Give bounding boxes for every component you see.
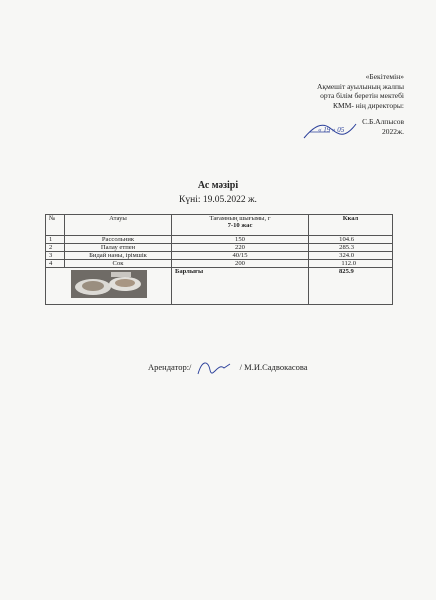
table-row	[46, 260, 393, 268]
row-no: 1	[46, 236, 65, 244]
row-kcal: 104.6	[309, 236, 393, 244]
tenant-signature-line	[148, 358, 308, 378]
row-name: Рассольник	[65, 236, 172, 244]
row-no: 3	[46, 252, 65, 260]
tenant-signature-image	[194, 358, 238, 378]
row-portion: 200	[172, 260, 309, 268]
row-kcal: 112.0	[309, 260, 393, 268]
table-row	[46, 252, 393, 260]
menu-table	[45, 214, 393, 305]
header-portion-label: Тағамның шығымы, г	[209, 215, 271, 222]
total-value: 825.9	[309, 268, 393, 305]
approval-name: С.Б.Алпысов	[362, 117, 404, 127]
header-portion-age: 7-10 жас	[227, 222, 253, 229]
approval-line-4: КММ- нің директоры:	[333, 100, 404, 110]
tenant-name: / М.И.Садвокасова	[239, 361, 308, 372]
table-header-row	[46, 215, 393, 236]
header-no: №	[46, 215, 65, 236]
header-kcal: Ккал	[309, 215, 393, 236]
food-photo	[71, 270, 147, 298]
signature-date-handwritten: « 19 » 05	[318, 126, 345, 134]
total-label: Барлығы	[172, 268, 309, 305]
row-no: 4	[46, 260, 65, 268]
row-name: Сок	[65, 260, 172, 268]
row-portion: 150	[172, 236, 309, 244]
menu-date: Күні: 19.05.2022 ж.	[179, 195, 257, 205]
food-photo-cell	[46, 268, 172, 305]
table-row	[46, 244, 393, 252]
row-name: Палау етпен	[65, 244, 172, 252]
tenant-label: Арендатор:/	[148, 361, 192, 372]
row-kcal: 324.0	[309, 252, 393, 260]
approval-line-3: орта білім беретін мектебі	[320, 91, 404, 101]
table-total-row	[46, 268, 393, 305]
header-portion	[172, 215, 309, 236]
food-plates-image	[71, 270, 147, 298]
header-name: Атауы	[65, 215, 172, 236]
approval-line-1: «Бекітемін»	[365, 72, 404, 81]
tenant-signature-scribble	[194, 358, 234, 378]
approval-date: 2022ж.	[381, 126, 404, 136]
row-portion: 40/15	[172, 252, 309, 260]
row-portion: 220	[172, 244, 309, 252]
row-name: Бидай наны, ірімшік	[65, 252, 172, 260]
page-title: Ас мәзірі	[197, 180, 239, 191]
approval-line-2: Ақмешіт ауылының жалпы	[317, 81, 404, 91]
row-kcal: 285.3	[309, 244, 393, 252]
row-no: 2	[46, 244, 65, 252]
table-row	[46, 236, 393, 244]
